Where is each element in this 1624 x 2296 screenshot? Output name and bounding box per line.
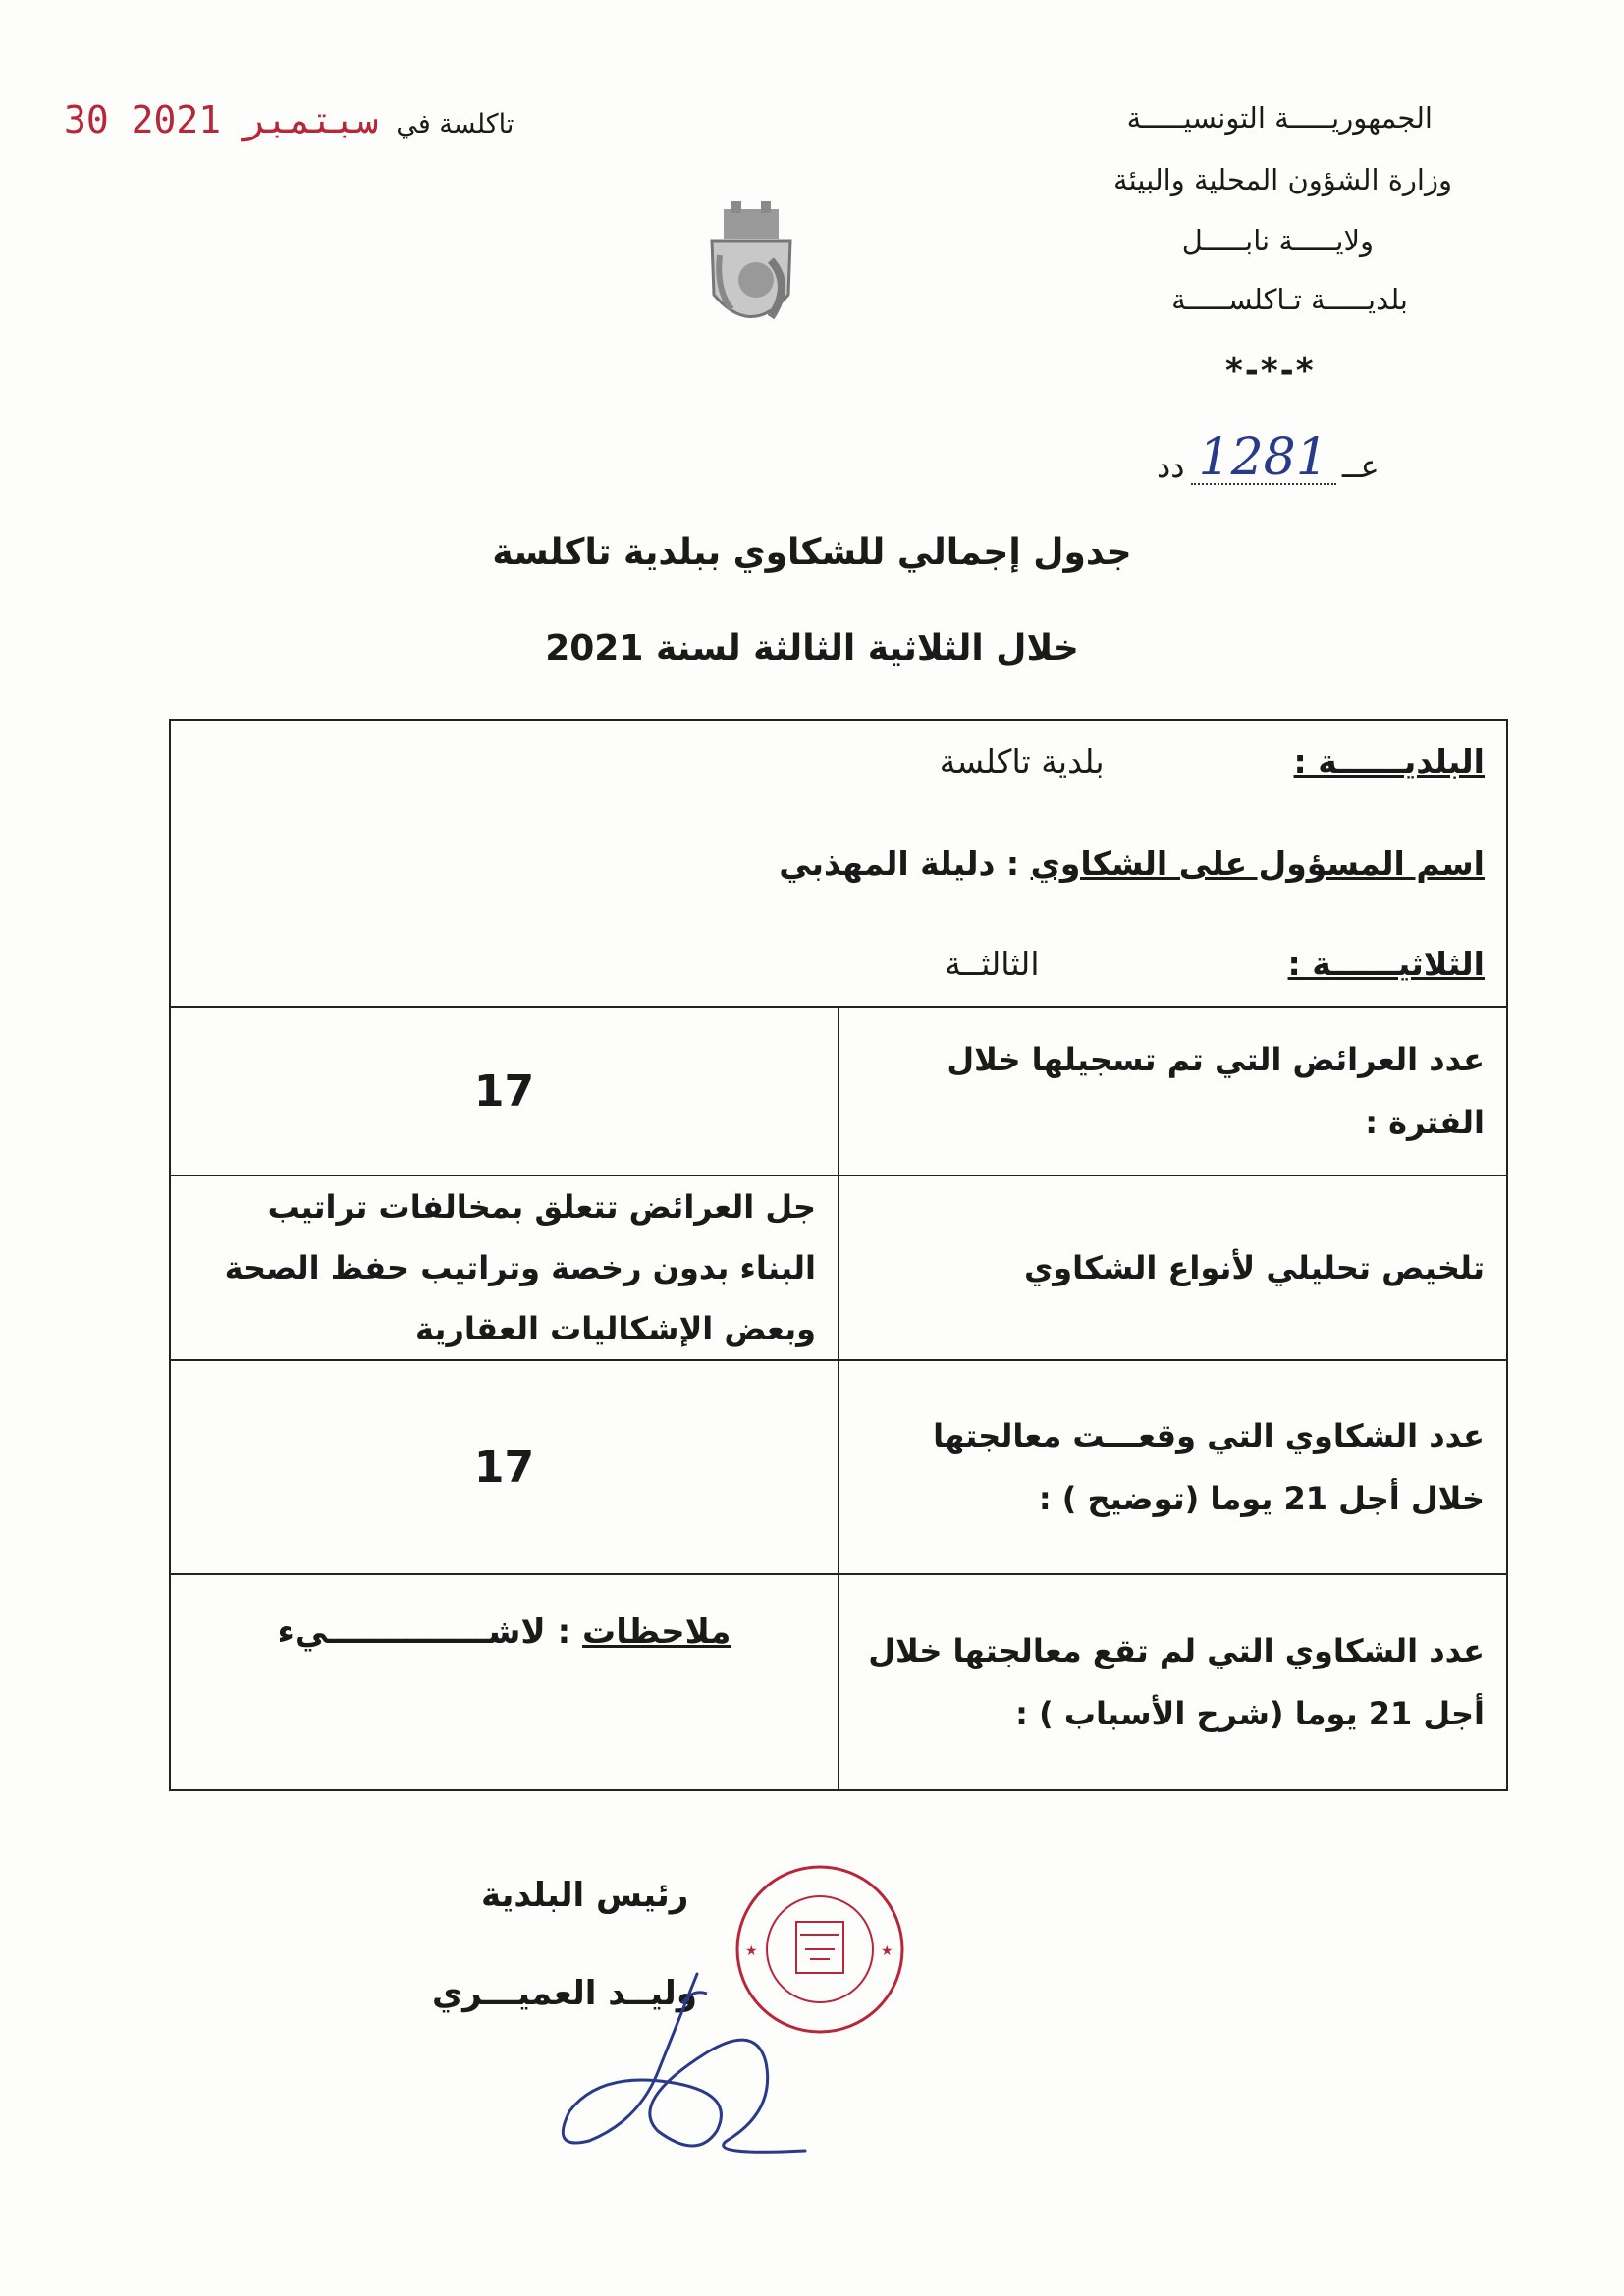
reference-number — [1157, 428, 1380, 487]
registered-value: 17 — [170, 1007, 839, 1175]
municipality-label: البلديــــــة : — [1293, 742, 1485, 781]
officer-line — [779, 845, 1485, 883]
svg-text:★: ★ — [745, 1943, 758, 1959]
officer-separator: : — [995, 845, 1031, 883]
officer-value: دليلة المهذبي — [779, 845, 996, 883]
unprocessed-row — [170, 1574, 1507, 1790]
municipality-emblem-icon — [702, 201, 800, 349]
summary-row — [170, 1175, 1507, 1360]
header-country: الجمهوريـــــة التونسيـــــة — [1126, 101, 1433, 135]
quarter-line — [945, 945, 1485, 983]
municipality-value: بلدية تاكلسة — [939, 742, 1105, 781]
reference-handwritten-number: 1281 — [1191, 432, 1336, 485]
svg-text:★: ★ — [881, 1943, 893, 1959]
signatory-title: رئيس البلدية — [481, 1876, 689, 1915]
unprocessed-label: عدد الشكاوي التي لم تقع معالجتها خلال أجل 21 يوما (شرح الأسباب ) : — [839, 1574, 1507, 1790]
reference-suffix: دد — [1157, 448, 1185, 485]
document-title: جدول إجمالي للشكاوي ببلدية تاكلسة — [492, 532, 1132, 573]
reference-prefix: عــ — [1341, 448, 1380, 485]
summary-value: جل العرائض تتعلق بمخالفات تراتيب البناء بدون رخصة وتراتيب حفظ الصحة وبعض الإشكاليات العقارية — [170, 1175, 839, 1360]
header-ministry: وزارة الشؤون المحلية والبيئة — [1113, 163, 1452, 196]
quarter-value: الثالثــة — [945, 945, 1040, 983]
signatory-name: وليــد العميـــري — [432, 1974, 697, 2013]
handwritten-signature-icon — [511, 1964, 825, 2160]
date-stamp: 30 سبتمبر 2021 — [64, 98, 379, 141]
processed-value: 17 — [170, 1360, 839, 1574]
notes-cell — [170, 1574, 839, 1790]
info-row — [170, 720, 1507, 1007]
header-municipality: بلديـــــة تـاكلســـــة — [1171, 283, 1408, 316]
processed-row — [170, 1360, 1507, 1574]
registered-label: عدد العرائض التي تم تسجيلها خلال الفترة : — [839, 1007, 1507, 1175]
header-stars: *-*-* — [1225, 352, 1316, 391]
complaints-table — [169, 719, 1508, 1791]
date-line — [64, 98, 514, 141]
header-governorate: ولايـــــة نابـــــل — [1181, 224, 1374, 257]
date-place: تاكلسة في — [396, 109, 514, 139]
notes-value: لاشــــــــــــــيء — [277, 1613, 546, 1652]
municipality-line — [940, 742, 1485, 781]
summary-label: تلخيص تحليلي لأنواع الشكاوي — [839, 1175, 1507, 1360]
registered-row — [170, 1007, 1507, 1175]
document-subtitle: خلال الثلاثية الثالثة لسنة 2021 — [545, 629, 1079, 669]
notes-separator: : — [545, 1613, 583, 1652]
quarter-label: الثلاثيــــــة : — [1287, 945, 1485, 983]
notes-label: ملاحظات — [582, 1613, 731, 1652]
info-cell — [170, 720, 1507, 1007]
processed-label: عدد الشكاوي التي وقعـــت معالجتها خلال أجل 21 يوما (توضيح ) : — [839, 1360, 1507, 1574]
officer-label: اسم المسؤول على الشكاوي — [1030, 845, 1485, 883]
